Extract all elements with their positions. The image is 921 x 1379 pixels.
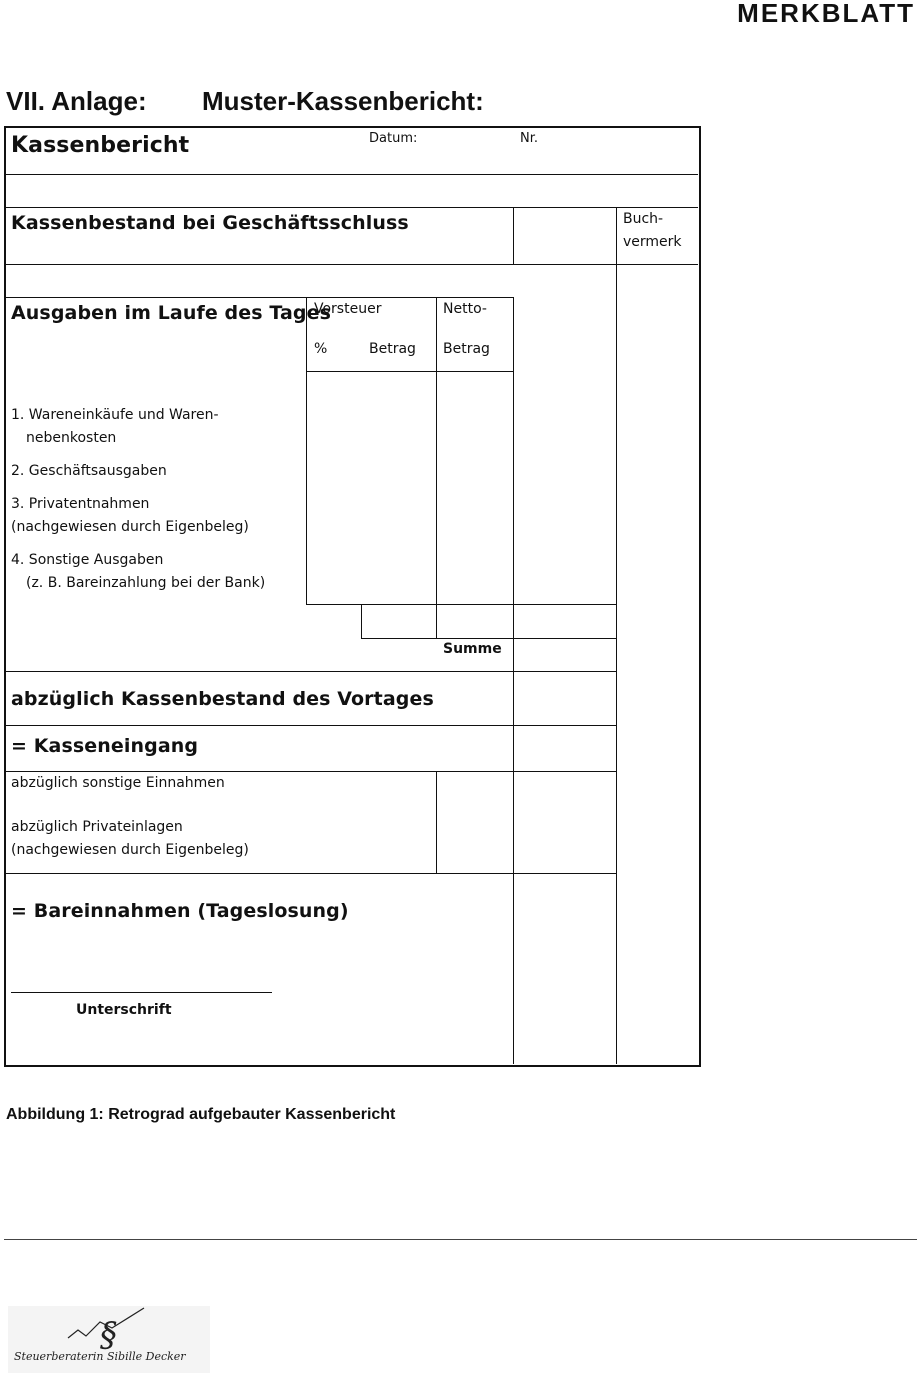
form-title: Kassenbericht <box>11 133 190 158</box>
list-item: 1. Wareneinkäufe und Waren- nebenkosten <box>11 407 219 446</box>
summe-label: Summe <box>443 641 502 657</box>
list-item: 4. Sonstige Ausgaben (z. B. Bareinzahlung bei der Bank) <box>11 552 266 591</box>
logo <box>8 1306 210 1373</box>
vortag-label: abzüglich Kassenbestand des Vortages <box>11 688 434 710</box>
figure-caption: Abbildung 1: Retrograd aufgebauter Kassenbericht <box>6 1106 396 1123</box>
percent-header: % <box>314 341 328 357</box>
netto-betrag-header: Betrag <box>443 341 490 357</box>
signature-label: Unterschrift <box>76 1002 172 1018</box>
betrag-header: Betrag <box>369 341 416 357</box>
signature-line <box>11 992 272 993</box>
buchvermerk-label: Buch- vermerk <box>623 211 682 250</box>
paragraph-logo-icon <box>8 1306 210 1356</box>
footer-divider <box>4 1239 917 1240</box>
kasseneingang-label: = Kasseneingang <box>11 735 199 757</box>
kassenbestand-label: Kassenbestand bei Geschäftsschluss <box>11 212 409 234</box>
svg-text:§: § <box>100 1315 117 1355</box>
list-item: 2. Geschäftsausgaben <box>11 463 167 479</box>
bareinnahmen-label: = Bareinnahmen (Tageslosung) <box>11 900 349 922</box>
list-item: 3. Privatentnahmen (nachgewiesen durch Eigenbeleg) <box>11 496 249 535</box>
datum-label: Datum: <box>369 131 418 146</box>
nr-label: Nr. <box>520 131 539 146</box>
sonstige-einnahmen-label: abzüglich sonstige Einnahmen <box>11 775 225 791</box>
ausgaben-title: Ausgaben im Laufe des Tages <box>11 302 331 324</box>
page-title: Muster-Kassenbericht: <box>202 86 484 116</box>
form-border <box>4 126 701 1067</box>
vorsteuer-header: Vorsteuer <box>314 301 382 317</box>
netto-header: Netto- <box>443 301 487 317</box>
logo-signature: Steuerberaterin Sibille Decker <box>14 1350 186 1363</box>
section-heading: VII. Anlage: <box>6 86 147 116</box>
privateinlagen-label: abzüglich Privateinlagen (nachgewiesen durch Eigenbeleg) <box>11 819 249 858</box>
document-badge: MERKBLATT <box>737 0 915 28</box>
